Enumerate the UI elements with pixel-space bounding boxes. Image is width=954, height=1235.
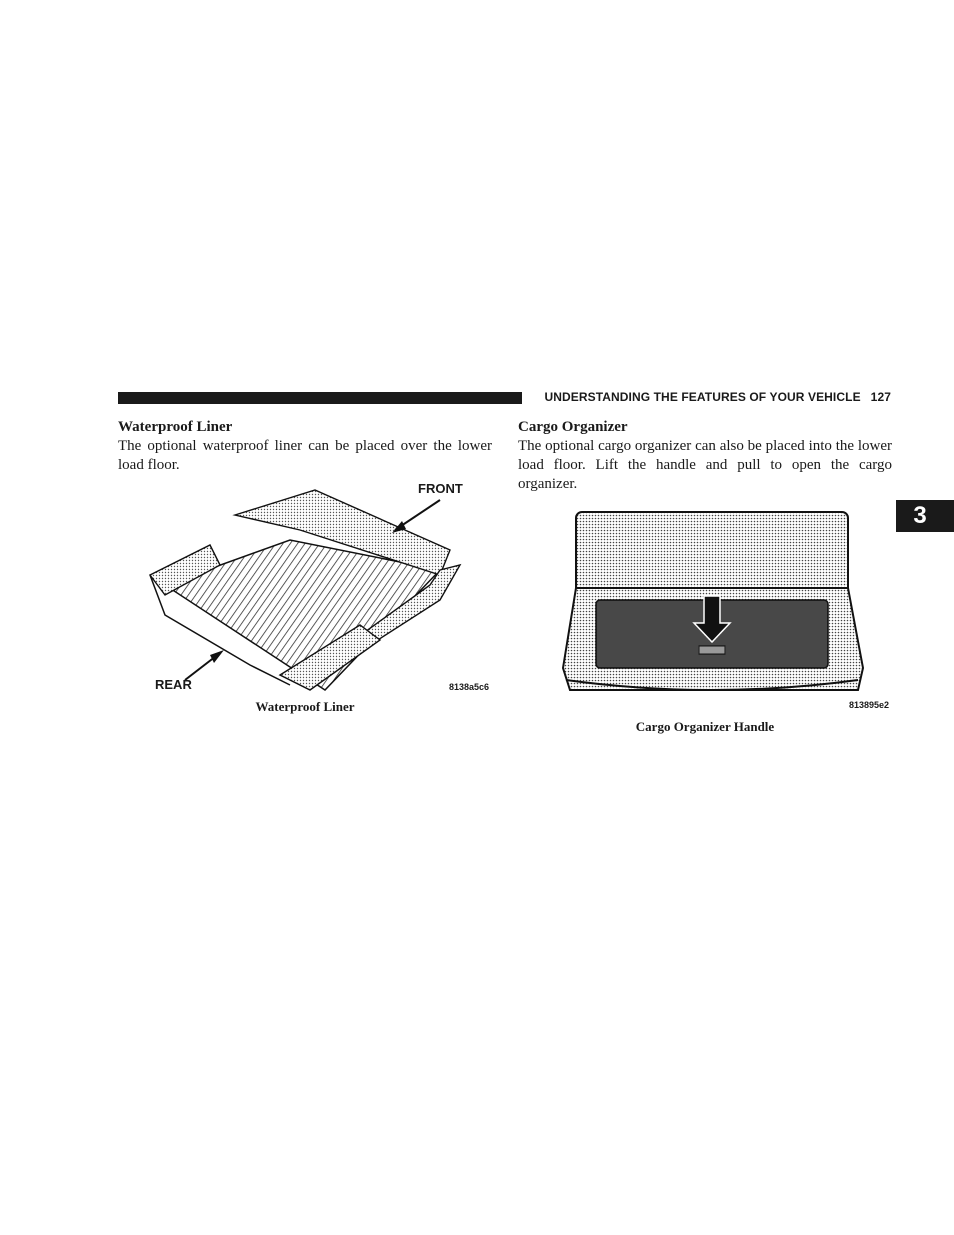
section-title: Cargo Organizer: [518, 419, 628, 435]
section-body: The optional waterproof liner can be placed over the lower load floor.: [118, 438, 492, 473]
figure-caption: Waterproof Liner: [255, 699, 355, 714]
running-header: [531, 390, 891, 404]
chapter-tab: 3: [896, 500, 954, 532]
waterproof-liner-section: [118, 417, 492, 475]
figure-code: 813895e2: [849, 700, 890, 710]
page-number: 127: [870, 390, 891, 404]
header-section-title: UNDERSTANDING THE FEATURES OF YOUR VEHICLE: [544, 390, 861, 404]
section-body: The optional cargo organizer can also be placed into the lower load floor. Lift the handle and pull to open the cargo organizer.: [518, 438, 892, 492]
waterproof-liner-illustration: [140, 475, 500, 695]
header-rule: [118, 392, 522, 404]
callout-rear: REAR: [155, 677, 192, 692]
callout-front: FRONT: [418, 481, 463, 496]
cargo-organizer-section: [518, 417, 892, 494]
figure-caption: Cargo Organizer Handle: [635, 719, 775, 734]
cargo-organizer-illustration: [558, 508, 870, 698]
figure-code: 8138a5c6: [449, 682, 490, 692]
section-title: Waterproof Liner: [118, 419, 233, 435]
